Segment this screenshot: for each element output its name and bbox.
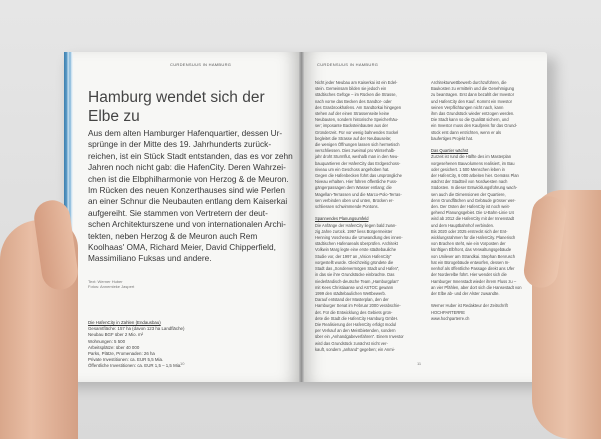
section-subhead: Das Quartier wächst [431,148,469,154]
left-running-head: CURDENSUUS IN HAMBURG [170,62,232,67]
article-title: Hamburg wendet sich der Elbe zu [88,89,265,126]
fact-item: Parks, Plätze, Promenaden: 26 ha [88,351,155,357]
left-page [64,52,300,382]
right-column-1 [315,80,421,353]
author-note: Werner Huber ist Redakteur der Zeitschrift HOCHPARTERRE www.hochparterre.ch [431,303,508,321]
right-page [303,52,547,382]
fact-item: Arbeitsplätze: über 40 000 [88,344,140,350]
right-column-2 [431,80,539,322]
body-paragraph: Architekturwettbewerb durchzuführen, die Baukosten zu ermitteln und die Genehmigung zu beantragen. Erst dann bezahlt der Investor und HafenCity den Kauf. Kommt ein Investor seinen Verpflichtungen nicht nach, kann ihm das Grundstück wieder entzogen werden. Die Stadt kann so die Qualität sichern, und ein Investor muss den Kaufpreis für das Grund- stück erst dann entrichten, wenn er als baufertiges Projekt hat. [431,80,518,141]
section-subhead: Spannendes Planungsumfeld [315,216,369,222]
article-credit: Text: Werner Huber Fotos: Annemieke Jaspert [88,279,135,289]
article-lead: Aus dem alten Hamburger Hafenquartier, dessen Ur- sprünge in der Mitte des 19. Jahrhunderts zurück- reichen, ist ein Stück Stadt entstanden, das es vor zehn Jahren noch nicht gab: die HafenCity. Deren Wahrzei- chen ist die Elbphilharmonie von Herzog & de Meuron. Im Rücken des neuen Konzerthauses sind wie Perlen an einer Schnur die Neubauten entlang dem Kaiserkai aufgereiht. Sie stammen von Vertretern der deut- schen Architekturszene und von internationalen Archi- tekten, neben Herzog & de Meuron auch Rem Koolhaas' OMA, Richard Meier, David Chipperfield, Massimiliano Fuksas und andere. [88,128,293,264]
fact-item: Wohnungen: 5 500 [88,338,126,344]
body-paragraph: Nicht jeder Neubau am Kaiserkai ist ein Edel- stein. Gemeinsam bilden sie jedoch ein städtisches Gefüge – im Rücken die Strasse, nach vorne das Becken des Sandtor- oder des Grasbrookhafens. Am Sandtorkai hingegen stehen auf der einen Strassenseite keine Neubauten, sondern historische Speicherhäu- ser; imposante Backsteinbauten aus der Gründerzeit. Für vor wenig bahnendes Sockel begleitet die Strasse auf der Neubauseite; die wenigen Öffnungen lassen sich hermetisch verschliessen. Dies zweimal pro Winterhalb- jahr droht Sturmflut, weshalb man in den Neu- bauquartieren der HafenCity das Erdgeschoss- niveau um ein Geschoss angehoben hat. Gegen die Hafenbecken führt das ursprüngliche Niveau erhalten. Hier führen öffentliche Fuss- gängerpassagen dem Wasser entlang; die Magellan-Terrassen und die Marco-Polo-Terras- sen verbinden oben und unten, Brücken er- schliessen schwimmende Pontons. [315,80,402,210]
body-paragraph: Die Anfänge der HafenCity liegen bald zwan- zig Jahre zurück. 1997 liess Bürgermeister Henning Voscherau die Umwandlung des innen- städtischen Hafenareals überprüfen. Architekt Volkwin Marg legte eine erste städtebauliche Studie vor, der 1997 an „Vision HafenCity“ vorgestellt wurde. Gleichzeitig gründete die Stadt das „Sondervermögen Stadt und Hafen“, in das sie ihre Grundstücke einbrachte. Das niederländisch-deutsche Team „Hamburgplan“ mit Kees Christiaanse und ASTOC gewann 1999 den städtebaulichen Wettbewerb. Darauf entstand der Masterplan, den der Hamburger Senat im Februar 2000 verabschie- det. Für die Entwicklung des Gebiets grün- dete die Stadt die HafenCity Hamburg GmbH. Die Realisierung der HafenCity erfolgt modul per Verkauf an den Meistbietenden, sondern über ein „Anhandgabeverfahren“. Einem Investor wird das Grundstück zunächst nicht ver- kauft, sondern „anhand“ gegeben; ein Anmi- [315,222,404,352]
fact-item: Öffentliche Investitionen: ca. EUR 1,5 – 1,5 Mia. [88,363,182,369]
book-gutter [299,52,304,382]
right-running-head: CURDENSUUS IN HAMBURG [317,62,379,67]
body-paragraph: Zurzeit ist rund die Hälfte des im Masterplan vorgesehenen Bauvolumens realisiert, im Bau oder gesichert. 1 500 Menschen leben in der HafenCity, 6 000 arbeiten hier. Gemäss Plan wächst der Stadtteil von Nordwesten nach Südosten. In dieser Entwicklungsführung wach- sen auch die Dimensionen der Quartiere, denn Grundflächen und Gebäude grösser wer- den. Der Osten der HafenCity ist noch weit- gehend Planungsgebiet. Die U-Bahn-Linie U4 wird ab 2012 die HafenCity mit der Innenstadt und dem Hauptbahnhof verbinden. Bis 2020 oder 2025 erstreckt sich der Ent- wicklungsrahmen für die HafenCity. Planerisch von Brachen steht, wie ein Vorposten der künftigen Elbfront, das Verwaltungsgebäude von Unilever am Strandkai. Stephan Benrusch hat ein Bürogebäude entworfen, dessen In- nenhof als öffentliche Passage direkt ans Ufer der Norderelbe führt. Hier wendet sich die Hamburger Innenstadt wieder ihrem Fluss zu – an vier Pfählen, aber dort sich die Hansestadt von der Elbe ab- und der Alster zuwandte. [431,154,522,296]
right-page-number: 11 [417,361,422,366]
facts-heading: Die HafenCity in Zahlen (Endausbau) [88,320,161,325]
fact-item: Neubau BGF über 2 Mio. m² [88,332,144,338]
fact-item: Private Investitionen: ca. EUR 5,5 Mia. [88,357,164,363]
left-page-number: 10 [180,361,185,366]
fact-item: Gesamtfläche: 157 ha (davon 123 ha Landfläche) [88,326,185,332]
